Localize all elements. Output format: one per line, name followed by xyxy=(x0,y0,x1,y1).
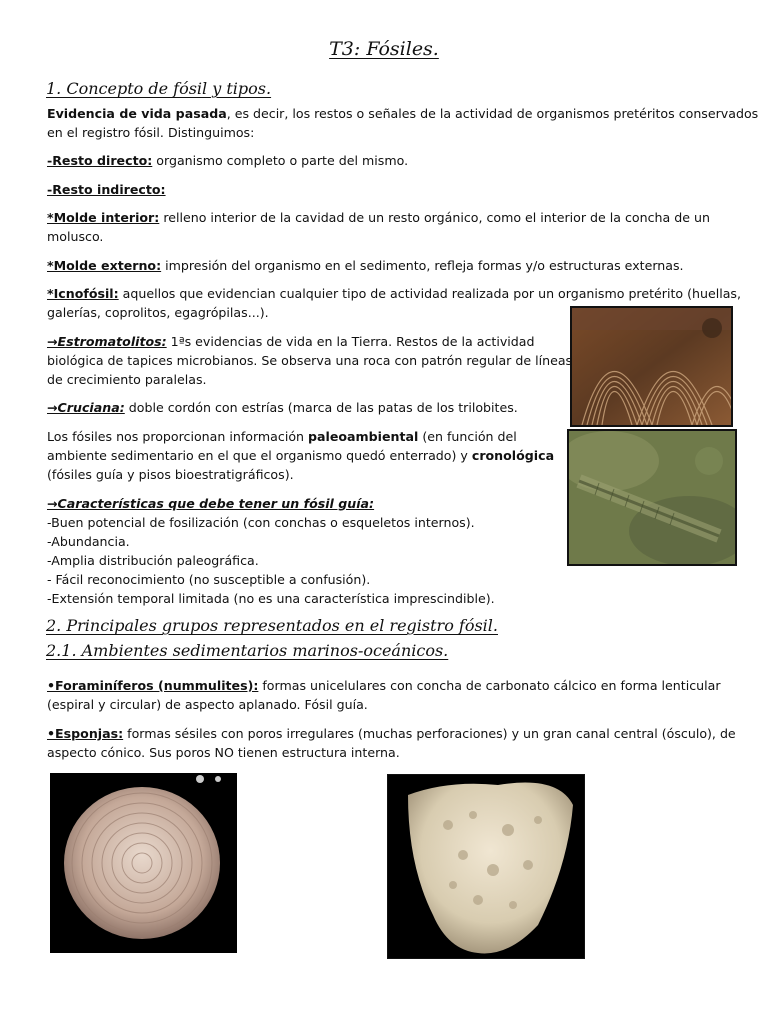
guia-item: - Fácil reconocimiento (no susceptible a confusión). xyxy=(47,572,371,587)
estromatolitos-line-2: biológica de tapices microbianos. Se observa una roca con patrón regular de líneas xyxy=(47,353,573,368)
info-line-2 xyxy=(47,446,554,465)
cruziana-photo xyxy=(567,429,737,566)
intro-line-2: en el registro fósil. Distinguimos: xyxy=(47,125,255,140)
esponjas-line-1 xyxy=(47,724,736,743)
molde-externo-text: impresión del organismo en el sedimento, refleja formas y/o estructuras externas. xyxy=(161,258,684,273)
resto-directo xyxy=(47,151,408,170)
resto-directo-text: organismo completo o parte del mismo. xyxy=(152,153,409,168)
info-line-1 xyxy=(47,427,517,446)
estromatolitos-label: →Estromatolitos: xyxy=(47,334,167,349)
section-2-1-heading: 2.1. Ambientes sedimentarios marinos-oceánicos. xyxy=(46,641,449,660)
info-text-2a: ambiente sedimentario en el que el organismo quedó enterrado) y xyxy=(47,448,472,463)
molde-interior-line-2: molusco. xyxy=(47,229,104,244)
foram-text: formas unicelulares con concha de carbonato cálcico en forma lenticular xyxy=(258,678,721,693)
esponjas-text: formas sésiles con poros irregulares (muchas perforaciones) y un gran canal central (ósculo), de xyxy=(123,726,736,741)
molde-interior-text: relleno interior de la cavidad de un resto orgánico, como el interior de la concha de un xyxy=(159,210,710,225)
molde-interior-label: *Molde interior: xyxy=(47,210,160,225)
estromatolitos-line-1 xyxy=(47,332,535,351)
molde-interior-line-1 xyxy=(47,208,710,227)
icnofosil-text: aquellos que evidencian cualquier tipo de actividad realizada por un organismo pretérito (huellas, xyxy=(118,286,741,301)
section-2-heading: 2. Principales grupos representados en el registro fósil. xyxy=(46,616,498,635)
guia-item: -Buen potencial de fosilización (con conchas o esqueletos internos). xyxy=(47,515,475,530)
info-text-1b: (en función del xyxy=(418,429,517,444)
section-1-heading: 1. Concepto de fósil y tipos. xyxy=(46,79,272,98)
cruciana-label: →Cruciana: xyxy=(47,400,125,415)
stromatolite-photo xyxy=(570,306,733,427)
foram-line-1 xyxy=(47,676,721,695)
intro-line-1 xyxy=(47,104,758,123)
guia-item: -Extensión temporal limitada (no es una característica imprescindible). xyxy=(47,591,495,606)
esponjas-line-2: aspecto cónico. Sus poros NO tienen estructura interna. xyxy=(47,745,400,760)
info-text-1a: Los fósiles nos proporcionan información xyxy=(47,429,309,444)
foram-label: •Foraminíferos (nummulites): xyxy=(47,678,259,693)
cruciana-text: doble cordón con estrías (marca de las patas de los trilobites. xyxy=(124,400,518,415)
foram-line-2: (espiral y circular) de aspecto aplanado. Fósil guía. xyxy=(47,697,368,712)
icnofosil-label: *Icnofósil: xyxy=(47,286,119,301)
resto-indirecto xyxy=(47,180,166,199)
guia-item: -Abundancia. xyxy=(47,534,130,549)
esponjas-label: •Esponjas: xyxy=(47,726,124,741)
paleoambiental-bold: paleoambiental xyxy=(308,429,419,444)
resto-indirecto-label: -Resto indirecto: xyxy=(47,182,166,197)
guia-heading-text: →Características que debe tener un fósil guía: xyxy=(47,496,375,511)
estromatolitos-text: 1ªs evidencias de vida en la Tierra. Restos de la actividad xyxy=(166,334,535,349)
intro-text-1: , es decir, los restos o señales de la actividad de organismos pretéritos conservados xyxy=(226,106,759,121)
cronologica-bold: cronológica xyxy=(471,448,555,463)
icnofosil-line-2: galerías, coprolitos, egagrópilas...). xyxy=(47,305,269,320)
molde-externo-label: *Molde externo: xyxy=(47,258,162,273)
guia-item: -Amplia distribución paleográfica. xyxy=(47,553,259,568)
icnofosil-line-1 xyxy=(47,284,741,303)
estromatolitos-line-3: de crecimiento paralelas. xyxy=(47,372,207,387)
sponge-photo xyxy=(387,774,585,959)
guia-heading xyxy=(47,494,374,513)
intro-bold: Evidencia de vida pasada xyxy=(47,106,227,121)
info-line-3: (fósiles guía y pisos bioestratigráficos). xyxy=(47,467,294,482)
nummulite-photo xyxy=(50,773,237,953)
cruciana xyxy=(47,398,518,417)
resto-directo-label: -Resto directo: xyxy=(47,153,153,168)
molde-externo xyxy=(47,256,684,275)
page-title: T3: Fósiles. xyxy=(329,38,439,60)
